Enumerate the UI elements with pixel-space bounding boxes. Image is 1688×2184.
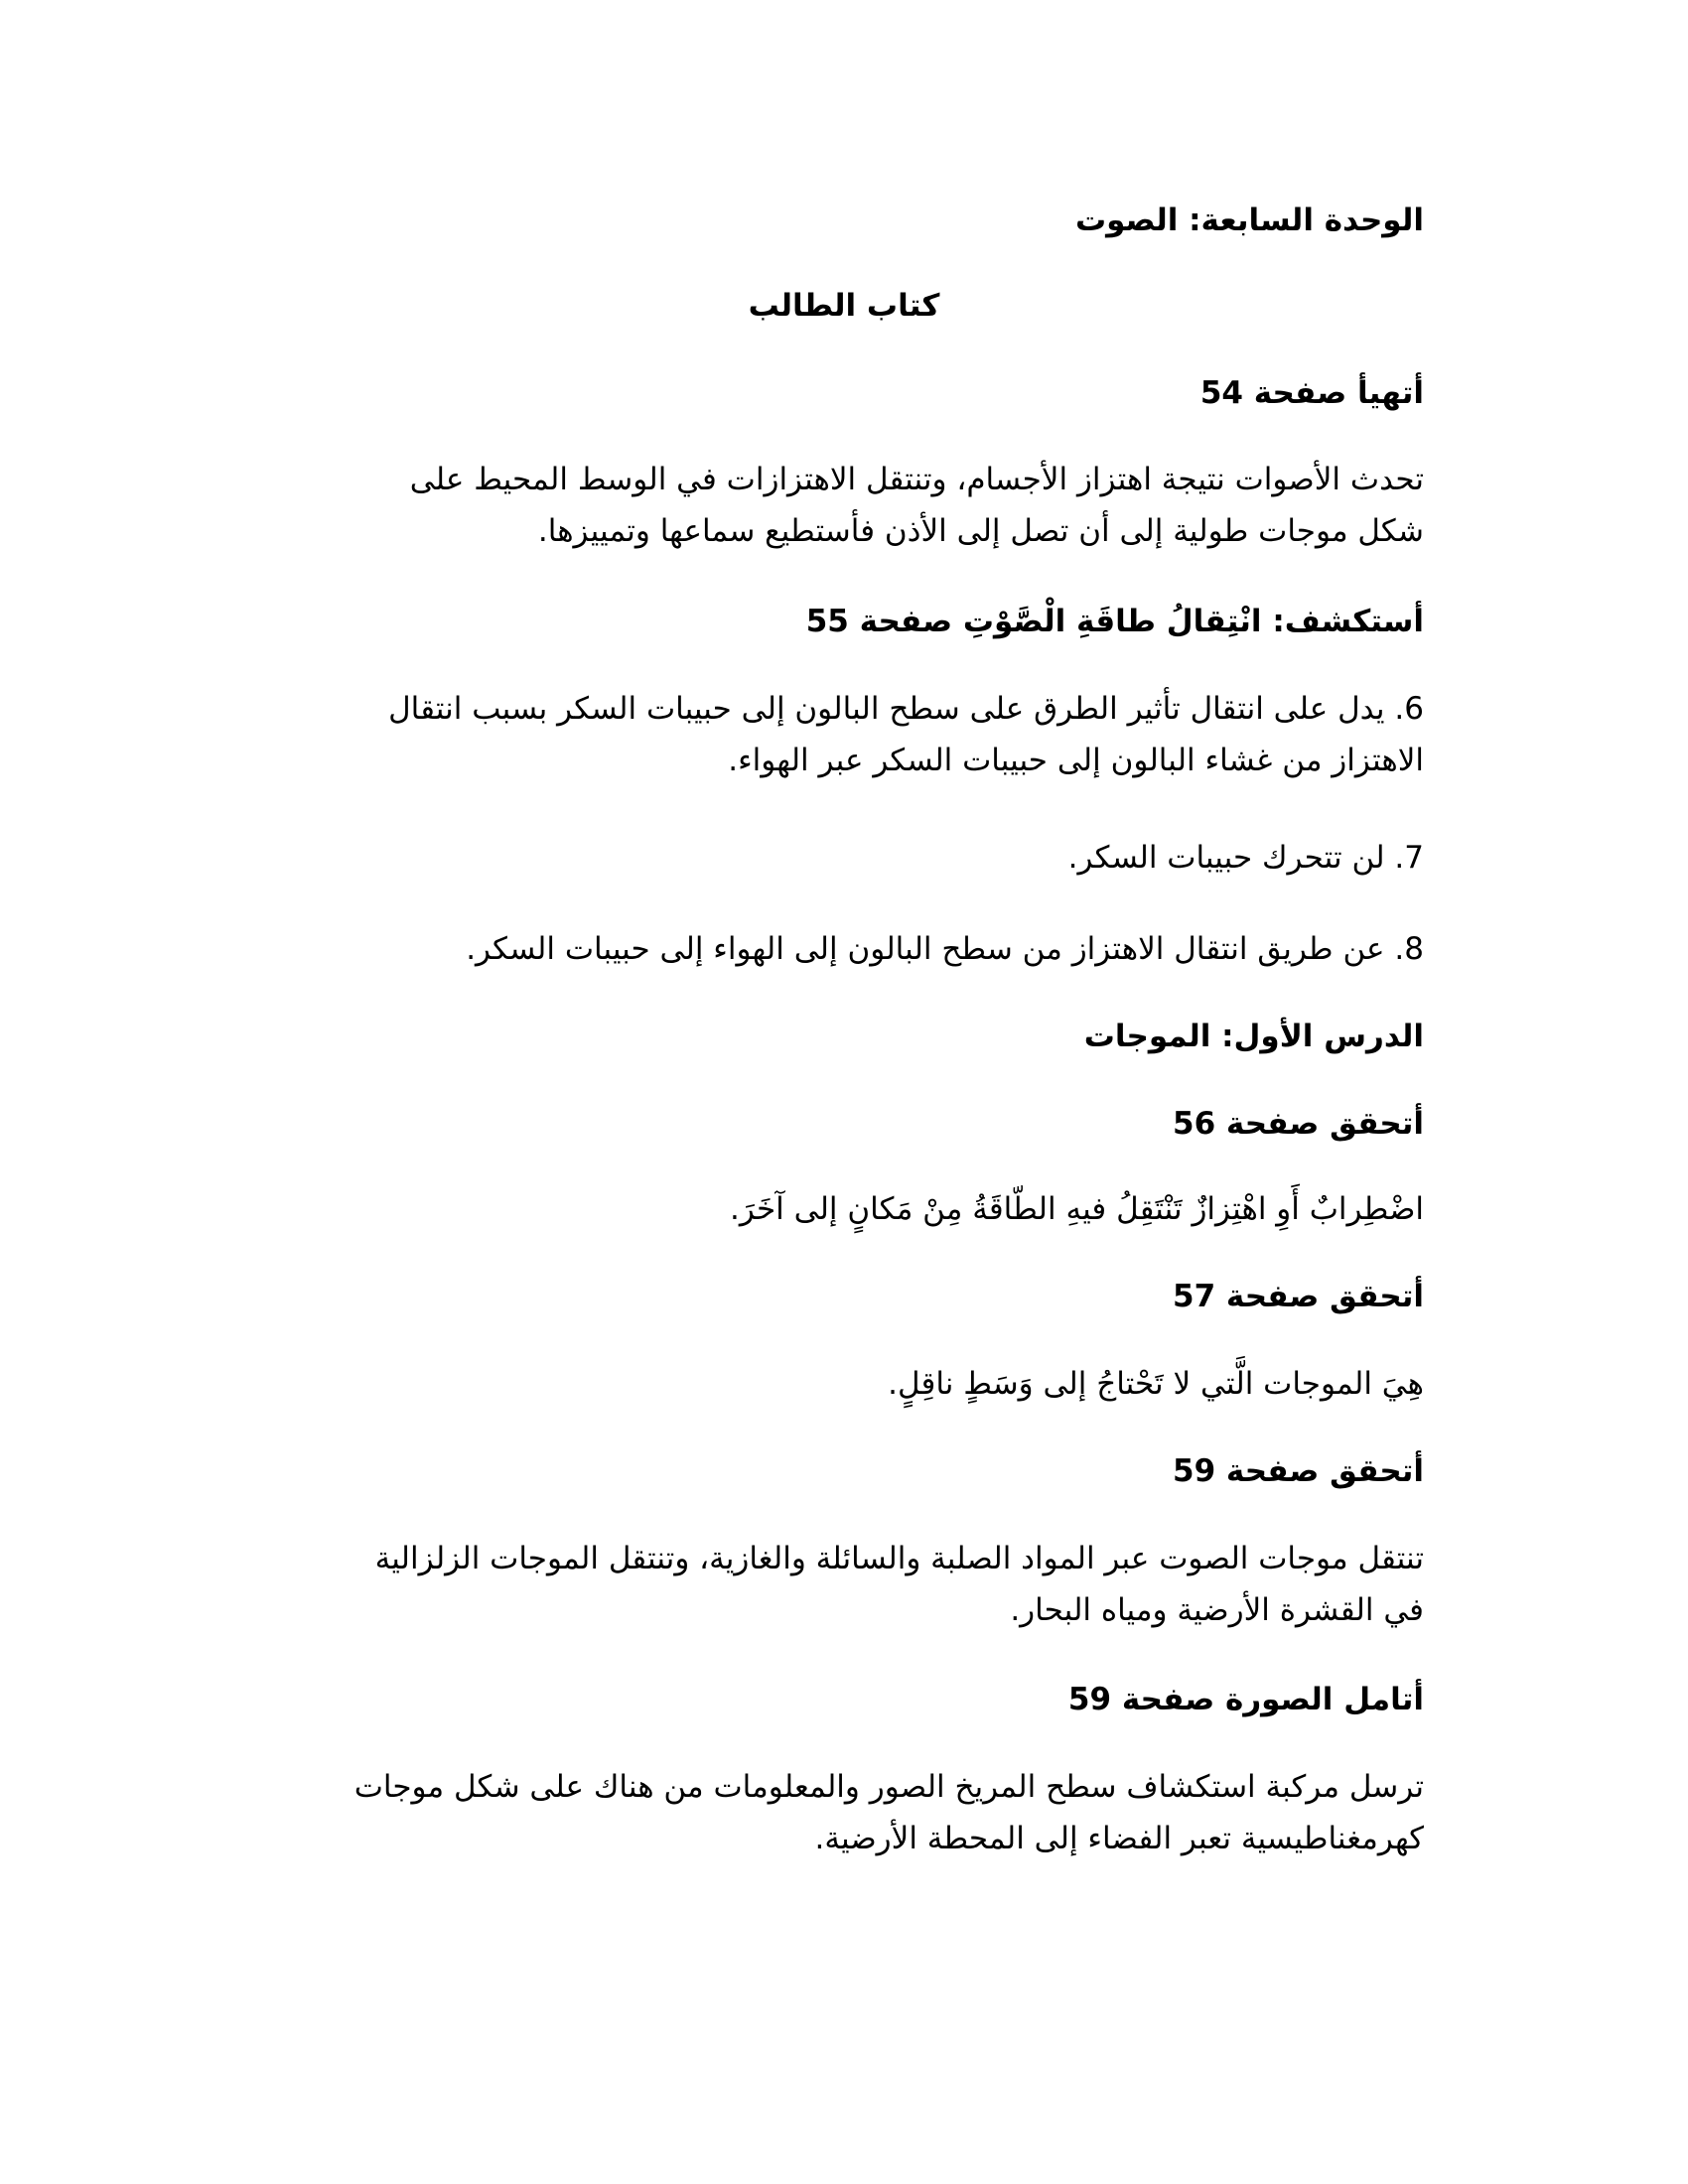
section-heading-prepare: أتهيأ صفحة 54 <box>1199 375 1424 411</box>
paragraph-check-56: اضْطِرابٌ أَوِ اهْتِزازٌ تَنْتَقِلُ فيهِ الطّاقَةُ مِنْ مَكانٍ إلى آخَرَ. <box>730 1191 1424 1227</box>
paragraph-check-57: هِيَ الموجات الَّتي لا تَحْتاجُ إلى وَسَطٍ ناقِلٍ. <box>888 1366 1424 1402</box>
explore-item-6 <box>242 683 1424 786</box>
paragraph-line: كهرمغناطيسية تعبر الفضاء إلى المحطة الأرضية. <box>814 1821 1424 1856</box>
paragraph-prepare <box>242 454 1424 557</box>
unit-title: الوحدة السابعة: الصوت <box>1074 203 1424 238</box>
paragraph-line: تنتقل موجات الصوت عبر المواد الصلبة والسائلة والغازية، وتنتقل الموجات الزلزالية <box>374 1541 1424 1576</box>
paragraph-line: ترسل مركبة استكشاف سطح المريخ الصور والمعلومات من هناك على شكل موجات <box>353 1769 1424 1805</box>
paragraph-line: 6. يدل على انتقال تأثير الطرق على سطح البالون إلى حبيبات السكر بسبب انتقال <box>388 691 1424 727</box>
paragraph-check-59 <box>242 1533 1424 1636</box>
lesson-title: الدرس الأول: الموجات <box>1083 1019 1424 1054</box>
section-heading-explore: أستكشف: انْتِقالُ طاقَةِ الْصَّوْتِ صفحة 55 <box>805 604 1424 639</box>
explore-item-8: 8. عن طريق انتقال الاهتزاز من سطح البالون إلى الهواء إلى حبيبات السكر. <box>466 931 1424 967</box>
paragraph-line: تحدث الأصوات نتيجة اهتزاز الأجسام، وتنتقل الاهتزازات في الوسط المحيط على <box>409 462 1424 497</box>
paragraph-line: في القشرة الأرضية ومياه البحار. <box>1010 1592 1424 1628</box>
section-heading-check-56: أتحقق صفحة 56 <box>1173 1106 1424 1142</box>
explore-item-7: 7. لن تتحرك حبيبات السكر. <box>1067 840 1424 876</box>
section-heading-check-59: أتحقق صفحة 59 <box>1173 1453 1424 1489</box>
book-title: كتاب الطالب <box>748 288 940 324</box>
paragraph-line: الاهتزاز من غشاء البالون إلى حبيبات السكر عبر الهواء. <box>728 743 1424 778</box>
paragraph-observe-59 <box>242 1761 1424 1864</box>
paragraph-line: شكل موجات طولية إلى أن تصل إلى الأذن فأستطيع سماعها وتمييزها. <box>537 513 1424 549</box>
section-heading-observe-59: أتامل الصورة صفحة 59 <box>1067 1682 1424 1717</box>
section-heading-check-57: أتحقق صفحة 57 <box>1173 1279 1424 1314</box>
